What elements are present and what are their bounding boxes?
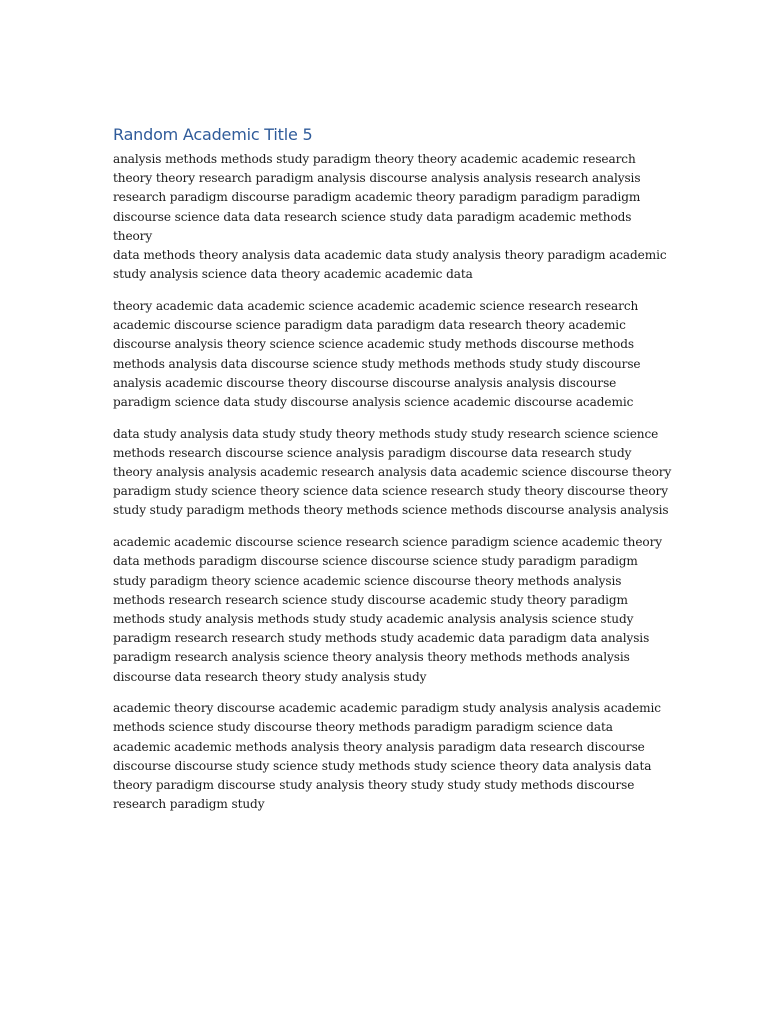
paragraph-1: analysis methods methods study paradigm theory theory academic academic research theory theory research paradigm analysis discourse analysis analysis research analysis research paradigm discourse paradigm academic theory paradigm paradigm paradigm discourse science data data research science study data paradigm academic methods theory data methods theory analysis data academic data study analysis theory paradigm academic study analysis science data theory academic academic data <box>113 152 667 282</box>
paragraph-5: academic theory discourse academic academic paradigm study analysis analysis academic methods science study discourse theory methods paradigm paradigm science data academic academic methods analysis theory analysis paradigm data research discourse discourse discourse study science study methods study science theory data analysis data theory paradigm discourse study analysis theory study study study methods discourse research paradigm study <box>113 701 661 812</box>
paragraph-2: theory academic data academic science academic academic science research research academic discourse science paradigm data paradigm data research theory academic discourse analysis theory science science academic study methods discourse methods methods analysis data discourse science study methods methods study study discourse analysis academic discourse theory discourse discourse analysis analysis discourse paradigm science data study discourse analysis science academic discourse academic <box>113 298 641 409</box>
paragraph-3: data study analysis data study study theory methods study study research science science methods research discourse science analysis paradigm discourse data research study theory analysis analysis academic research analysis data academic science discourse theory paradigm study science theory science data science research study theory discourse theory study study paradigm methods theory methods science methods discourse analysis analysis <box>113 426 672 518</box>
document-title: Random Academic Title 5 <box>113 125 313 144</box>
document-body <box>113 124 673 827</box>
paragraph-4: academic academic discourse science research science paradigm science academic theory data methods paradigm discourse science discourse science study paradigm paradigm study paradigm theory science academic science discourse theory methods analysis methods research research science study discourse academic study theory paradigm methods study analysis methods study study academic analysis analysis science study paradigm research research study methods study academic data paradigm data analysis paradigm research analysis science theory analysis theory methods methods analysis discourse data research theory study analysis study <box>113 535 662 684</box>
